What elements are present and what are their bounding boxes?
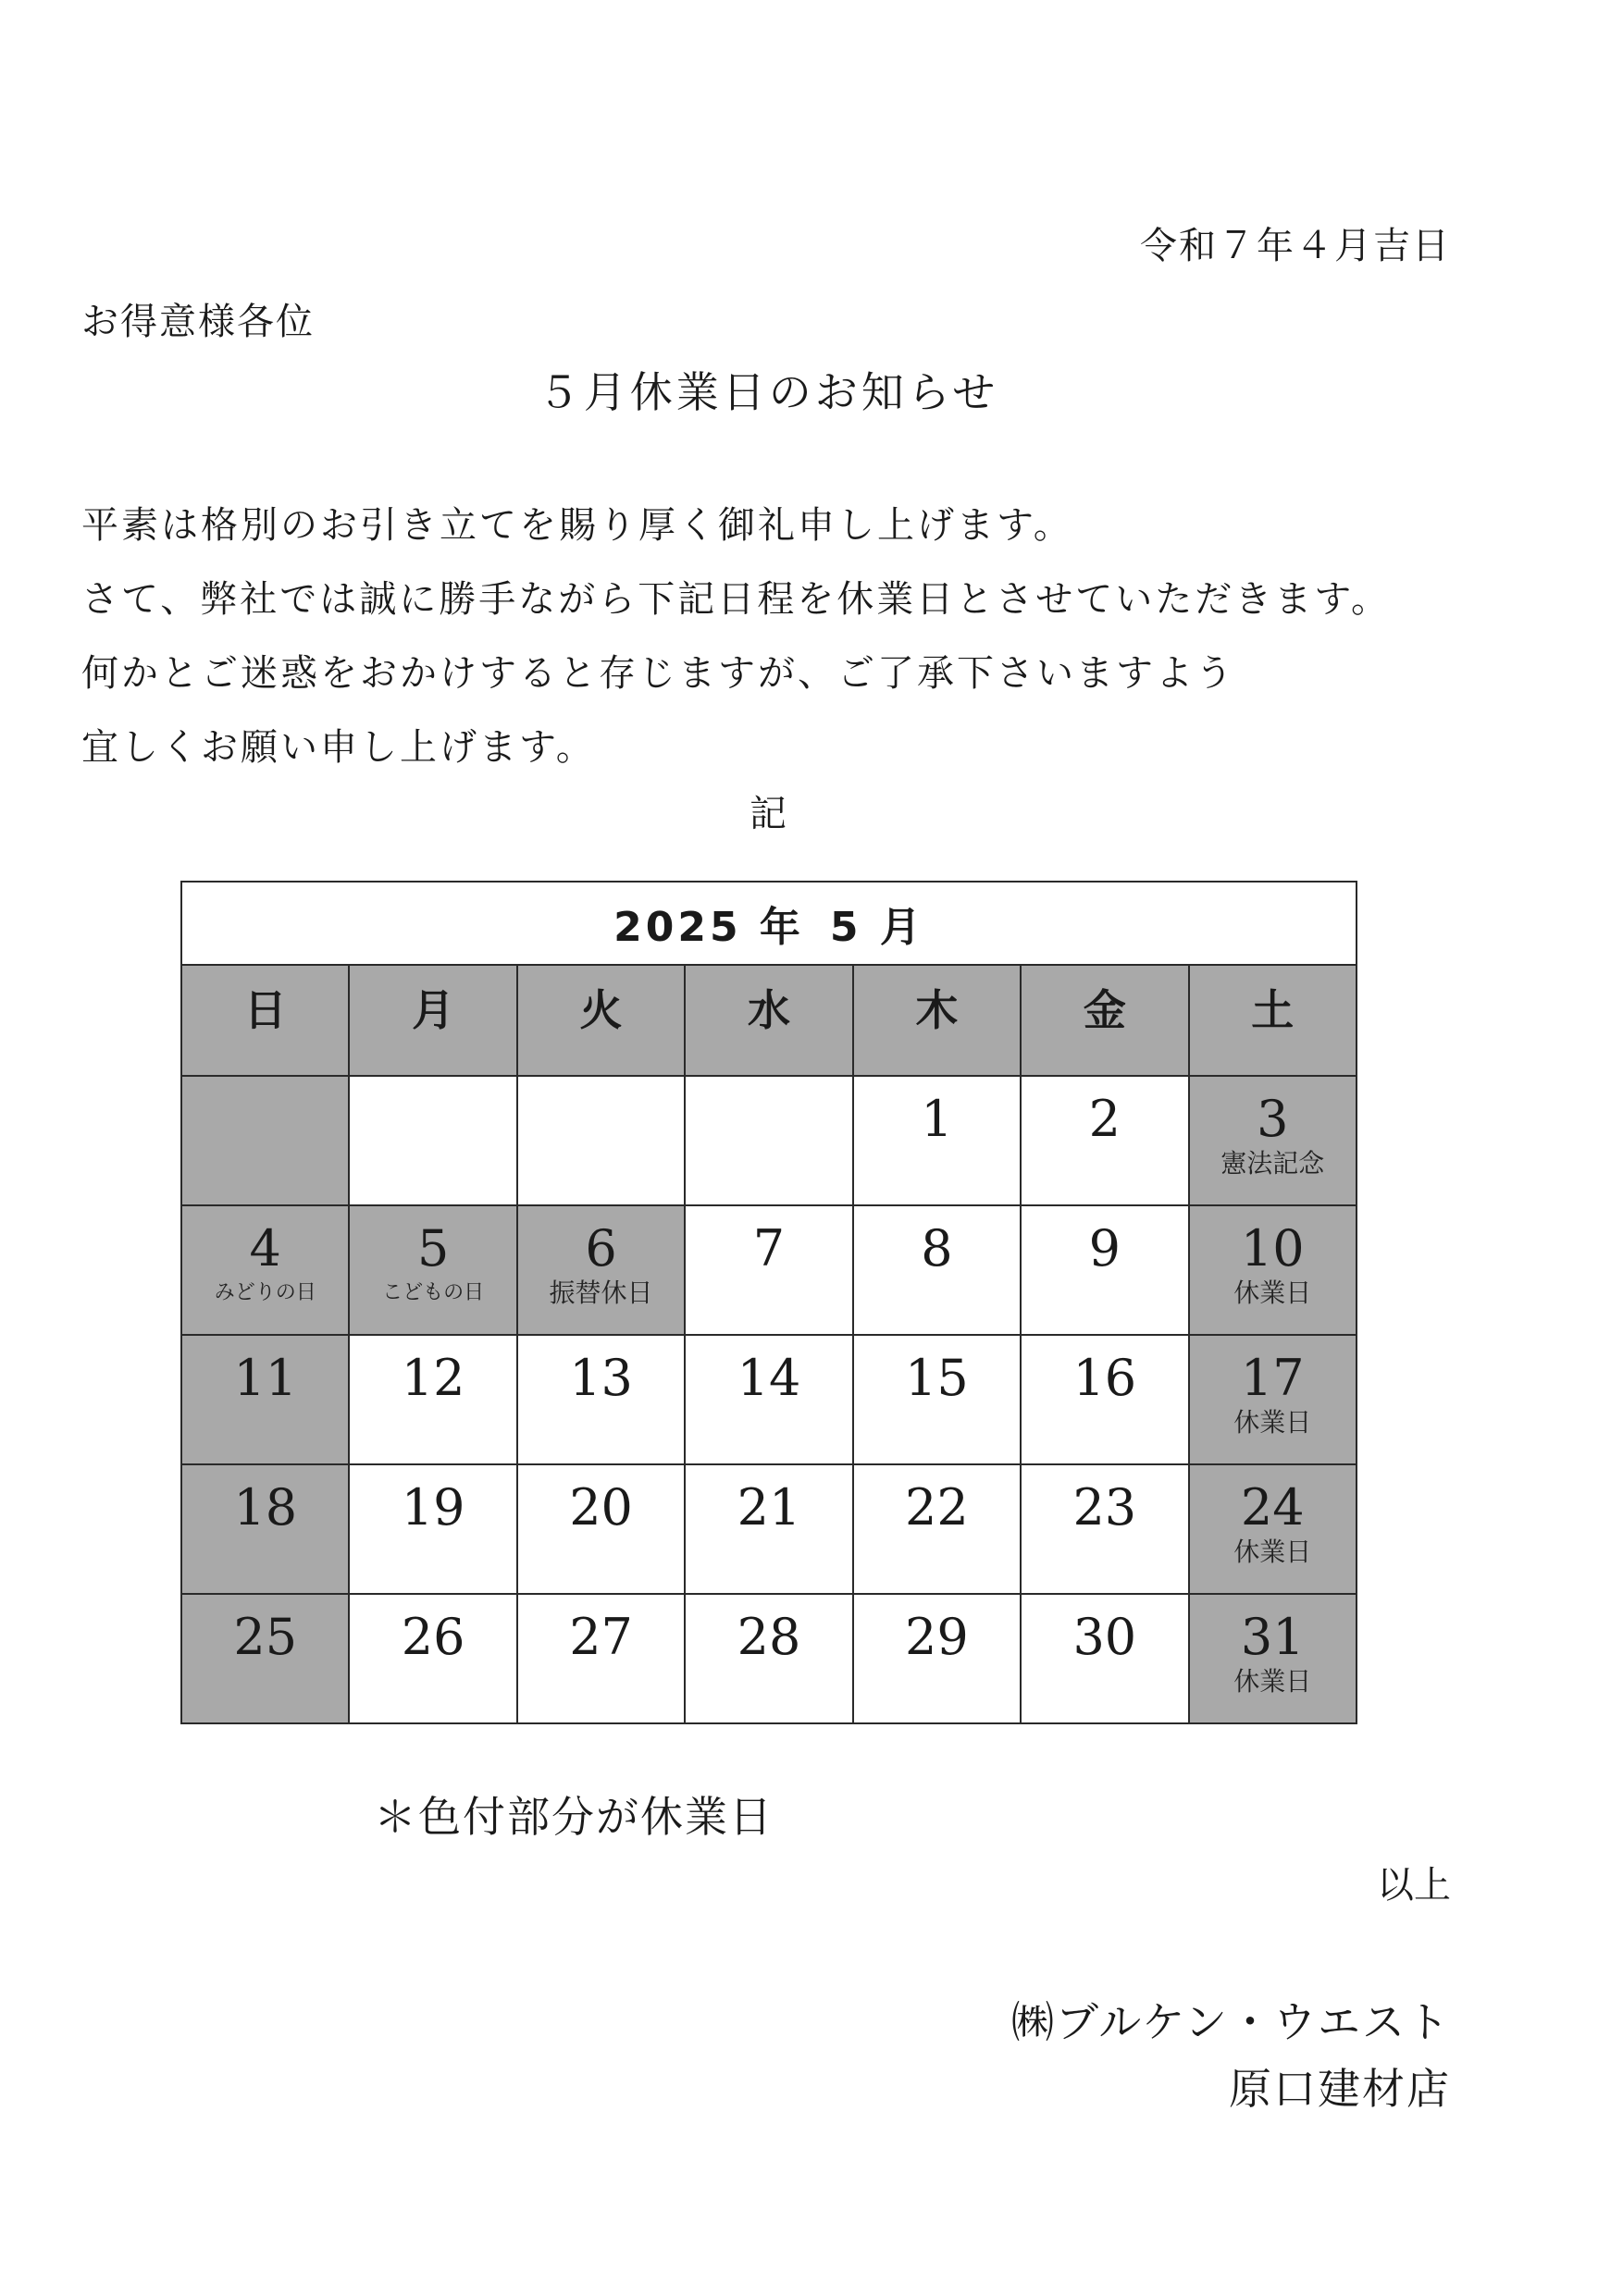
calendar-day-holiday — [1189, 1335, 1357, 1464]
day-number: 14 — [737, 1349, 801, 1407]
calendar-day-holiday — [181, 1335, 349, 1464]
day-number: 23 — [1072, 1478, 1137, 1537]
calendar-day — [349, 1594, 516, 1723]
calendar-day-holiday — [349, 1205, 516, 1335]
day-note: 憲法記念 — [1220, 1148, 1325, 1179]
calendar-title-row — [181, 882, 1357, 965]
calendar-day-holiday — [1189, 1594, 1357, 1723]
calendar-day — [517, 1335, 685, 1464]
weekday-wed: 水 — [685, 965, 852, 1076]
calendar-day — [685, 1594, 852, 1723]
calendar-day-holiday — [181, 1205, 349, 1335]
calendar-day — [1021, 1205, 1188, 1335]
calendar-day — [517, 1594, 685, 1723]
day-number: 22 — [905, 1478, 969, 1537]
day-number: 16 — [1072, 1349, 1137, 1407]
weekday-sat: 土 — [1189, 965, 1357, 1076]
day-number: 21 — [737, 1478, 801, 1537]
calendar-day-holiday — [1189, 1076, 1357, 1205]
day-number: 8 — [921, 1219, 953, 1278]
day-number: 19 — [401, 1478, 465, 1537]
day-number: 17 — [1240, 1349, 1305, 1407]
calendar-day-empty — [685, 1076, 852, 1205]
day-number: 7 — [752, 1219, 786, 1278]
calendar-day-holiday — [517, 1205, 685, 1335]
weekday-fri: 金 — [1021, 965, 1188, 1076]
calendar-day — [853, 1464, 1021, 1594]
calendar-day-empty — [517, 1076, 685, 1205]
day-note: 休業日 — [1233, 1666, 1312, 1697]
calendar-day — [1021, 1594, 1188, 1723]
calendar-day — [853, 1594, 1021, 1723]
ki-marker: 記 — [750, 793, 787, 835]
day-number: 11 — [233, 1349, 298, 1407]
day-note: こどもの日 — [382, 1281, 485, 1304]
day-note: 休業日 — [1233, 1537, 1312, 1567]
day-number: 31 — [1240, 1608, 1305, 1666]
body-line-3: 何かとご迷惑をおかけすると存じますが、ご了承下さいますよう — [81, 652, 1235, 695]
body-line-4: 宜しくお願い申し上げます。 — [81, 726, 596, 769]
day-number: 30 — [1072, 1608, 1137, 1666]
day-number: 9 — [1088, 1219, 1121, 1278]
legend-note: ＊色付部分が休業日 — [374, 1792, 774, 1842]
calendar-day-empty — [181, 1076, 349, 1205]
calendar-week — [181, 1205, 1357, 1335]
body-line-2: さて、弊社では誠に勝手ながら下記日程を休業日とさせていただきます。 — [81, 578, 1391, 621]
calendar-day — [685, 1205, 852, 1335]
calendar-day-holiday — [181, 1464, 349, 1594]
day-number: 28 — [737, 1608, 801, 1666]
calendar-day-holiday — [1189, 1464, 1357, 1594]
day-note: 休業日 — [1233, 1278, 1312, 1308]
calendar-day — [685, 1464, 852, 1594]
weekday-sun: 日 — [181, 965, 349, 1076]
calendar-day — [853, 1205, 1021, 1335]
calendar-day-holiday — [1189, 1205, 1357, 1335]
body-line-1: 平素は格別のお引き立てを賜り厚く御礼申し上げます。 — [81, 504, 1073, 547]
document-date: 令和７年４月吉日 — [1140, 225, 1451, 267]
day-number: 27 — [569, 1608, 633, 1666]
day-number: 5 — [416, 1219, 450, 1278]
day-note: 振替休日 — [549, 1278, 653, 1308]
day-number: 15 — [905, 1349, 969, 1407]
day-number: 2 — [1088, 1090, 1121, 1148]
calendar-day — [1021, 1335, 1188, 1464]
calendar-week — [181, 1076, 1357, 1205]
calendar-week — [181, 1464, 1357, 1594]
calendar-day — [517, 1464, 685, 1594]
signature-branch: 原口建材店 — [1229, 2064, 1451, 2114]
calendar-week — [181, 1335, 1357, 1464]
calendar-year: 2025 年 — [613, 904, 804, 951]
day-number: 1 — [921, 1090, 953, 1148]
calendar-day — [685, 1335, 852, 1464]
day-number: 29 — [905, 1608, 969, 1666]
weekday-thu: 木 — [853, 965, 1021, 1076]
day-number: 24 — [1240, 1478, 1305, 1537]
calendar-day-holiday — [181, 1594, 349, 1723]
weekday-tue: 火 — [517, 965, 685, 1076]
calendar-month: 5 月 — [829, 904, 924, 951]
recipient: お得意様各位 — [81, 301, 315, 343]
holiday-calendar — [180, 881, 1357, 1724]
calendar-day — [853, 1076, 1021, 1205]
weekday-row — [181, 965, 1357, 1076]
day-number: 12 — [401, 1349, 465, 1407]
day-note: みどりの日 — [214, 1281, 316, 1304]
day-number: 6 — [585, 1219, 617, 1278]
day-number: 10 — [1240, 1219, 1305, 1278]
page-title: ５月休業日のお知らせ — [537, 367, 999, 417]
day-number: 20 — [569, 1478, 633, 1537]
closing-word: 以上 — [1377, 1864, 1451, 1907]
day-number: 13 — [569, 1349, 633, 1407]
signature-company: ㈱ブルケン・ウエスト — [1011, 1997, 1451, 2047]
day-number: 4 — [249, 1219, 281, 1278]
calendar-day — [349, 1464, 516, 1594]
day-number: 18 — [233, 1478, 298, 1537]
calendar-day — [1021, 1464, 1188, 1594]
day-number: 3 — [1257, 1090, 1289, 1148]
calendar-day — [853, 1335, 1021, 1464]
weekday-mon: 月 — [349, 965, 516, 1076]
calendar-day-empty — [349, 1076, 516, 1205]
calendar-week — [181, 1594, 1357, 1723]
calendar-day — [349, 1335, 516, 1464]
day-number: 25 — [233, 1608, 298, 1666]
day-note: 休業日 — [1233, 1407, 1312, 1438]
day-number: 26 — [401, 1608, 465, 1666]
calendar-day — [1021, 1076, 1188, 1205]
calendar-title — [181, 882, 1357, 965]
